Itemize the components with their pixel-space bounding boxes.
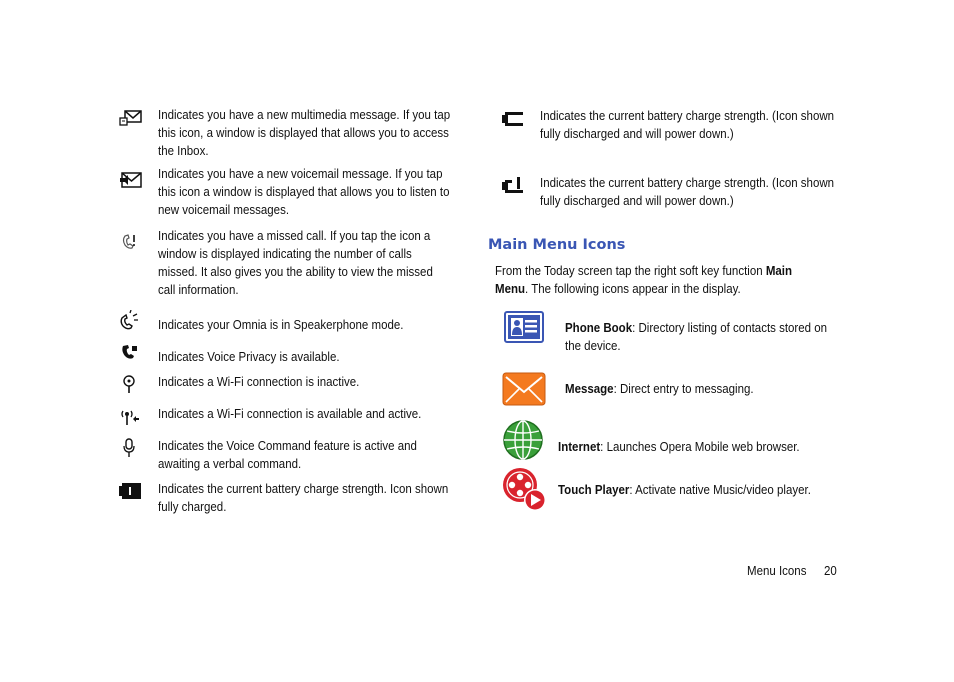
left-item-8-text: Indicates the Voice Command feature is active and awaiting a verbal command.	[158, 439, 417, 471]
footer-section-name: Menu Icons	[747, 564, 807, 578]
voicemail-icon	[118, 169, 144, 191]
left-item-2-text: Indicates you have a new voicemail message. If you tap this icon a window is displayed that allows you to listen to new voicemail messages.	[158, 167, 450, 217]
phone-book-label: Phone Book	[565, 321, 633, 335]
left-item-9-text: Indicates the current battery charge strength. Icon shown fully charged.	[158, 482, 449, 514]
missed-call-icon	[118, 231, 144, 253]
phone-book-description: : Directory listing of contacts stored on the device.	[565, 321, 828, 353]
message-icon	[502, 372, 546, 406]
message-text	[565, 380, 832, 398]
voice-privacy-icon	[118, 342, 144, 364]
message-label: Message	[565, 382, 614, 396]
touch-player-label: Touch Player	[558, 483, 630, 497]
left-item-4-text: Indicates your Omnia is in Speakerphone mode.	[158, 318, 404, 332]
multimedia-message-icon	[118, 108, 144, 130]
intro-text-1: From the Today screen tap the right soft key function	[495, 264, 766, 278]
battery-empty-icon	[500, 108, 526, 130]
left-item-7-text: Indicates a Wi-Fi connection is available and active.	[158, 407, 422, 421]
left-item-6-text: Indicates a Wi-Fi connection is inactive.	[158, 375, 360, 389]
internet-description: : Launches Opera Mobile web browser.	[600, 440, 800, 454]
message-description: : Direct entry to messaging.	[613, 382, 754, 396]
battery-low-icon	[500, 175, 526, 197]
speakerphone-icon	[117, 310, 143, 332]
wifi-inactive-icon	[118, 373, 144, 395]
right-item-1-text: Indicates the current battery charge strength. (Icon shown fully discharged and will power down.)	[540, 109, 835, 141]
touch-player-text	[558, 481, 830, 499]
section-title: Main Menu Icons	[488, 237, 626, 253]
battery-full-icon	[117, 481, 143, 503]
internet-icon	[502, 419, 544, 461]
internet-label: Internet	[558, 440, 601, 454]
wifi-active-icon	[118, 406, 144, 428]
phone-book-icon	[504, 311, 544, 343]
touch-player-description: : Activate native Music/video player.	[629, 483, 811, 497]
intro-text-2: . The following icons appear in the display.	[525, 282, 741, 296]
section-intro	[495, 262, 826, 298]
left-item-3-text: Indicates you have a missed call. If you tap the icon a window is displayed indicating the number of calls missed. It also gives you the ability to view the missed call information.	[158, 229, 433, 297]
internet-text	[558, 438, 830, 456]
left-item-5-text: Indicates Voice Privacy is available.	[158, 350, 340, 364]
right-item-2-text: Indicates the current battery charge strength. (Icon shown fully discharged and will power down.)	[540, 176, 835, 208]
phone-book-text	[565, 319, 832, 355]
intro-bold-main-menu: Main Menu	[495, 264, 793, 296]
touch-player-icon	[502, 467, 548, 513]
voice-command-icon	[118, 437, 144, 459]
page-number: 20	[824, 564, 837, 578]
left-item-1-text: Indicates you have a new multimedia message. If you tap this icon, a window is displayed that allows you to access the Inbox.	[158, 108, 451, 158]
